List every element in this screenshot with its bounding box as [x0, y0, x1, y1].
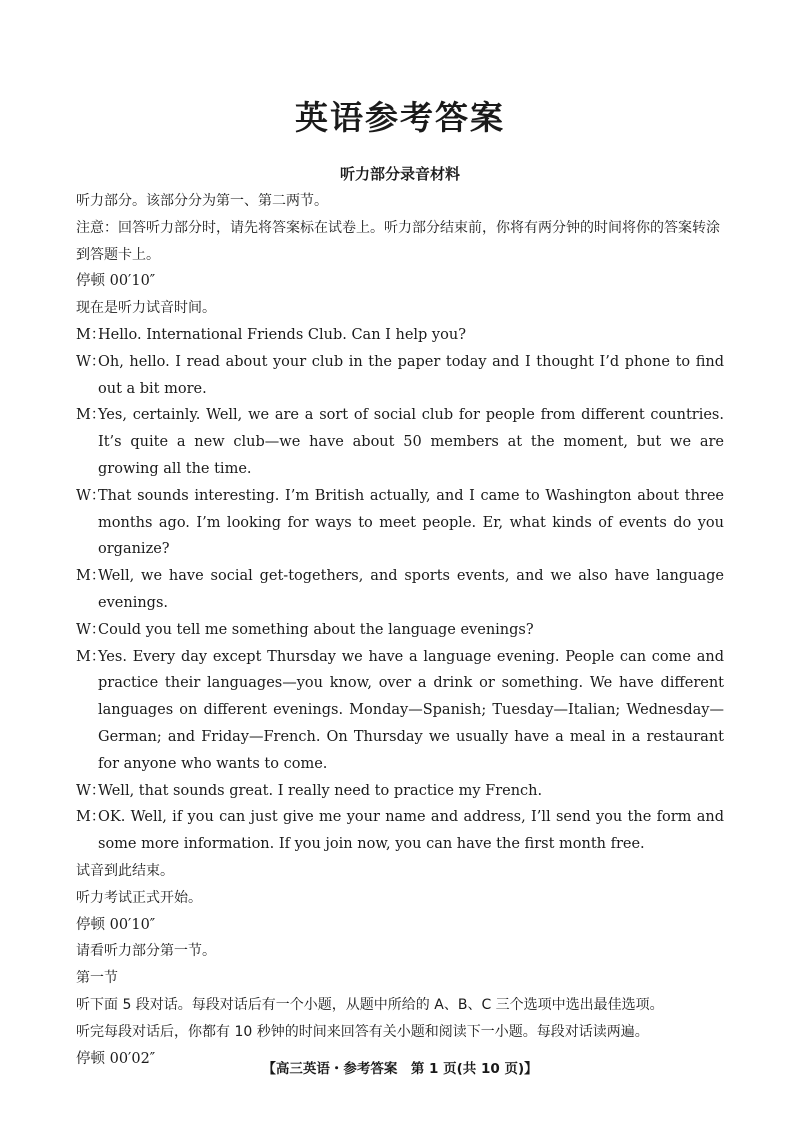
speaker-label: W： [76, 353, 106, 370]
turn-text: Oh, hello. I read about your club in the paper today and I thought I’d phone to find out a bit more. [98, 353, 724, 397]
dialogue-turn [76, 483, 724, 563]
speaker-label: M： [76, 407, 106, 424]
speaker-label: W： [76, 782, 106, 799]
listening-script [76, 188, 724, 1072]
notice-paragraph: 注意：回答听力部分时，请先将答案标在试卷上。听力部分结束前，你将有两分钟的时间将你的答案转涂到答题卡上。 [76, 219, 720, 263]
dialogue-turn [76, 349, 724, 403]
turn-text: Hello. International Friends Club. Can I help you? [98, 326, 466, 343]
dialogue [76, 322, 724, 858]
dialogue-turn [76, 322, 724, 349]
pause-line: 停顿 00′10″ [76, 916, 156, 933]
page-footer: 【高三英语・参考答案 第 1 页(共 10 页)】 [262, 1061, 538, 1077]
exam-start-line: 听力考试正式开始。 [76, 889, 202, 906]
turn-text: Yes, certainly. Well, we are a sort of social club for people from different countries. It’s quite a new club—we have about 50 members at the moment, but we are growing all the time. [98, 407, 724, 477]
speaker-label: M： [76, 809, 106, 826]
page-subtitle: 听力部分录音材料 [339, 165, 460, 183]
intro-line: 听力部分。该部分分为第一、第二两节。 [76, 193, 328, 209]
turn-text: That sounds interesting. I’m British actually, and I came to Washington about three months ago. I’m looking for ways to meet people. Er, what kinds of events do you organize? [98, 487, 724, 558]
dialogue-turn [76, 778, 724, 805]
speaker-label: M： [76, 568, 106, 585]
dialogue-turn [76, 563, 724, 617]
pause-line: 停顿 00′10″ [76, 273, 156, 290]
instruction-line: 听下面 5 段对话。每段对话后有一个小题，从题中所给的 A、B、C 三个选项中选出最佳选项。 [76, 996, 664, 1013]
speaker-label: M： [76, 326, 106, 343]
speaker-label: W： [76, 487, 106, 504]
turn-text: Well, that sounds great. I really need to practice my French. [98, 782, 543, 799]
page-title: 英语参考答案 [295, 98, 505, 137]
trial-start-line: 现在是听力试音时间。 [76, 300, 216, 317]
turn-text: OK. Well, if you can just give me your name and address, I’ll send you the form and some more information. If you join now, you can have the first month free. [98, 809, 724, 853]
part-one-prompt: 请看听力部分第一节。 [76, 943, 216, 960]
section-heading: 第一节 [76, 970, 118, 987]
pause-line: 停顿 00′02″ [76, 1050, 156, 1067]
dialogue-turn [76, 804, 724, 858]
speaker-label: W： [76, 621, 106, 638]
turn-text: Yes. Every day except Thursday we have a language evening. People can come and practice their languages—you know, over a drink or something. We have different languages on different evenings. Monday—Spanish; Tuesday—Italian; Wednesday—German; and Friday—French. On Thursday we usually have a meal in a restaurant for anyone who wants to come. [98, 648, 724, 772]
turn-text: Well, we have social get-togethers, and sports events, and we also have language evenings. [98, 568, 724, 611]
speaker-label: M： [76, 648, 106, 665]
turn-text: Could you tell me something about the language evenings? [98, 621, 534, 638]
trial-end-line: 试音到此结束。 [76, 862, 174, 879]
instruction-line: 听完每段对话后，你都有 10 秒钟的时间来回答有关小题和阅读下一小题。每段对话读两遍。 [76, 1023, 649, 1040]
dialogue-turn [76, 402, 724, 482]
dialogue-turn [76, 617, 724, 644]
dialogue-turn [76, 644, 724, 778]
